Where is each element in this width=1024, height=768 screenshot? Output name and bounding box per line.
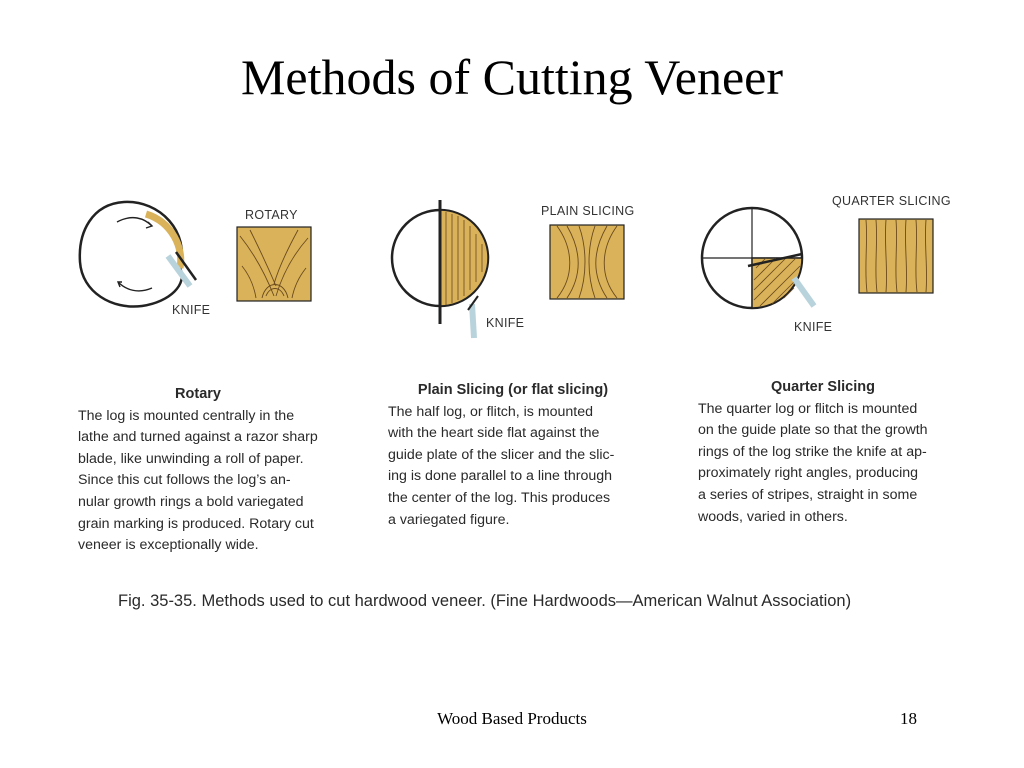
rotary-veneer-swatch: [236, 226, 312, 302]
text-line: The log is mounted centrally in the: [78, 407, 295, 424]
plain-slicing-body: [388, 402, 638, 532]
rotary-knife-label: KNIFE: [172, 303, 211, 317]
text-line: woods, varied in others.: [698, 508, 848, 525]
quarter-slicing-description: [698, 377, 948, 528]
text-line: a series of stripes, straight in some: [698, 486, 918, 503]
slide-title: Methods of Cutting Veneer: [240, 49, 784, 105]
quarter-knife-label: KNIFE: [794, 320, 833, 334]
text-line: the center of the log. This produces: [388, 489, 611, 506]
plain-veneer-swatch: [549, 224, 625, 300]
text-line: a variegated figure.: [388, 511, 510, 528]
rotary-heading: Rotary: [175, 386, 221, 402]
text-line: The quarter log or flitch is mounted: [698, 400, 918, 417]
text-line: The half log, or flitch, is mounted: [388, 403, 594, 420]
quarter-slicing-label: QUARTER SLICING: [832, 194, 951, 208]
text-line: rings of the log strike the knife at ap-: [698, 443, 927, 460]
text-line: Since this cut follows the log’s an-: [78, 472, 291, 489]
rotary-label: ROTARY: [245, 208, 298, 222]
quarter-veneer-swatch: [858, 218, 934, 294]
plain-slicing-log-diagram: [388, 196, 498, 346]
text-line: blade, like unwinding a roll of paper.: [78, 450, 304, 467]
text-line: ing is done parallel to a line through: [388, 468, 613, 485]
text-line: lathe and turned against a razor sharp: [78, 429, 318, 446]
plain-slicing-label: PLAIN SLICING: [541, 204, 635, 218]
plain-slicing-description: [388, 380, 638, 531]
slide-number: 18: [900, 709, 917, 728]
quarter-slicing-heading: Quarter Slicing: [771, 379, 875, 395]
text-line: grain marking is produced. Rotary cut: [78, 515, 314, 532]
rotary-description: [78, 384, 328, 557]
text-line: on the guide plate so that the growth: [698, 422, 928, 439]
text-line: proximately right angles, producing: [698, 465, 919, 482]
text-line: guide plate of the slicer and the slic-: [388, 446, 615, 463]
plain-knife-label: KNIFE: [486, 316, 525, 330]
quarter-slicing-body: [698, 399, 948, 529]
text-line: nular growth rings a bold variegated: [78, 493, 304, 510]
figure-caption: Fig. 35-35. Methods used to cut hardwood veneer. (Fine Hardwoods—American Walnut Association): [118, 592, 852, 610]
slide-footer: Wood Based Products: [437, 709, 587, 728]
text-line: with the heart side flat against the: [388, 425, 600, 442]
plain-slicing-heading: Plain Slicing (or flat slicing): [417, 382, 609, 398]
rotary-body: [78, 406, 328, 557]
text-line: veneer is exceptionally wide.: [78, 537, 259, 554]
